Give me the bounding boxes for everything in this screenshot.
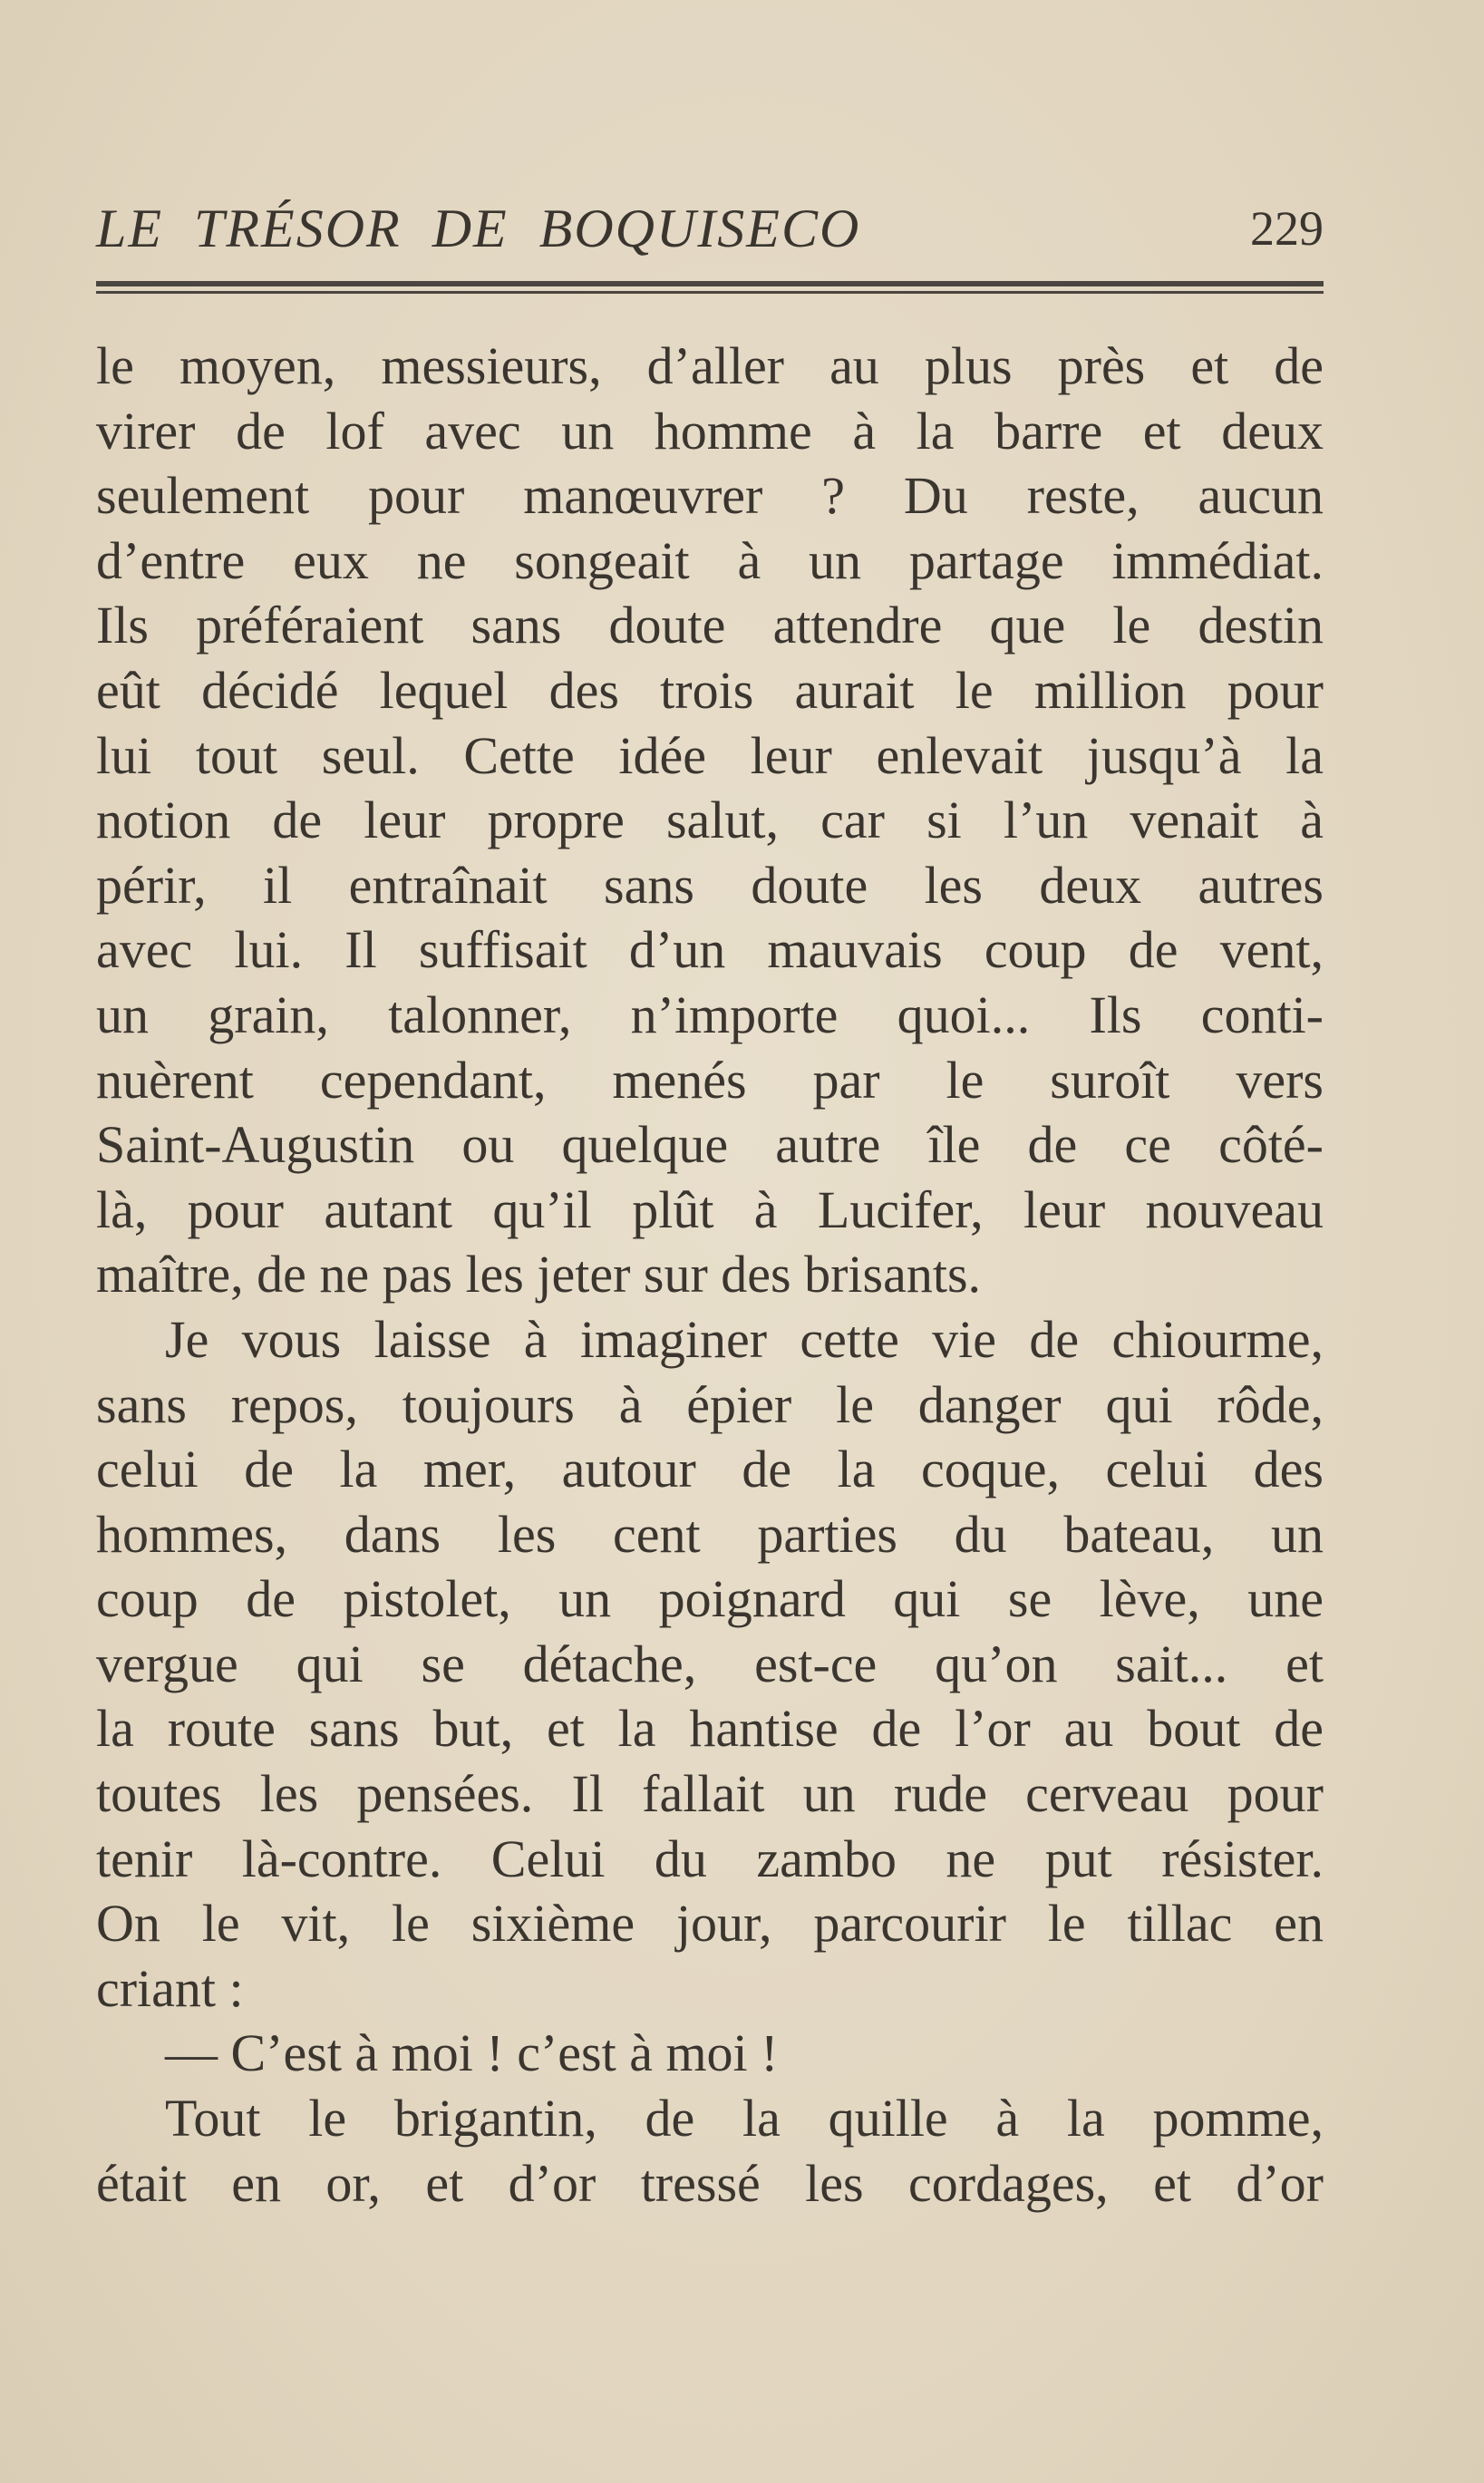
text-line: lui tout seul. Cette idée leur enlevait jusqu’à la: [96, 725, 1324, 785]
text-line: coup de pistolet, un poignard qui se lève, une: [96, 1569, 1324, 1629]
text-line: virer de lof avec un homme à la barre et deux: [96, 401, 1324, 461]
text-line: la route sans but, et la hantise de l’or au bout de: [96, 1699, 1324, 1759]
text-line: maître, de ne pas les jeter sur des brisants.: [96, 1245, 982, 1305]
page-header: [96, 192, 1324, 265]
text-line: là, pour autant qu’il plût à Lucifer, leur nouveau: [96, 1179, 1324, 1239]
text-line: vergue qui se détache, est-ce qu’on sait... et: [96, 1634, 1324, 1693]
text-line: Tout le brigantin, de la quille à la pomme,: [165, 2089, 1324, 2148]
running-title-word: DE: [432, 199, 509, 258]
text-line: tenir là-contre. Celui du zambo ne put résister.: [96, 1828, 1324, 1888]
text-line: d’entre eux ne songeait à un partage immédiat.: [96, 530, 1324, 590]
running-title-word: TRÉSOR: [194, 199, 402, 258]
text-line: toutes les pensées. Il fallait un rude cerveau pour: [96, 1764, 1324, 1824]
text-line: hommes, dans les cent parties du bateau, un: [96, 1504, 1324, 1564]
text-line: était en or, et d’or tressé les cordages, et d’or: [96, 2153, 1324, 2213]
text-line: notion de leur propre salut, car si l’un venait à: [96, 790, 1324, 850]
running-title: [96, 192, 860, 265]
text-line: seulement pour manœuvrer ? Du reste, aucun: [96, 466, 1324, 526]
text-line: périr, il entraînait sans doute les deux autres: [96, 855, 1324, 915]
text-line: criant :: [96, 1958, 244, 2018]
running-title-word: BOQUISECO: [538, 199, 861, 258]
body-text: [96, 334, 1324, 2216]
header-rule-thick: [96, 281, 1324, 286]
page-number: 229: [1250, 201, 1324, 256]
text-line: On le vit, le sixième jour, parcourir le tillac en: [96, 1894, 1324, 1954]
header-double-rule: [96, 281, 1324, 295]
header-rule-thin: [96, 291, 1324, 294]
text-line: Je vous laisse à imaginer cette vie de chiourme,: [165, 1309, 1324, 1369]
text-line: nuèrent cependant, menés par le suroît vers: [96, 1050, 1324, 1110]
running-title-word: LE: [96, 199, 164, 258]
text-line: celui de la mer, autour de la coque, celui des: [96, 1440, 1324, 1499]
text-line: le moyen, messieurs, d’aller au plus près et de: [96, 336, 1324, 395]
text-line: — C’est à moi ! c’est à moi !: [165, 2023, 779, 2083]
text-line: Saint-Augustin ou quelque autre île de ce côté-: [96, 1115, 1324, 1175]
text-line: eût décidé lequel des trois aurait le million pour: [96, 660, 1324, 720]
text-line: sans repos, toujours à épier le danger qui rôde,: [96, 1374, 1324, 1434]
text-line: un grain, talonner, n’importe quoi... Ils conti-: [96, 984, 1324, 1044]
text-line: avec lui. Il suffisait d’un mauvais coup de vent,: [96, 920, 1324, 980]
text-line: Ils préféraient sans doute attendre que le destin: [96, 596, 1324, 655]
